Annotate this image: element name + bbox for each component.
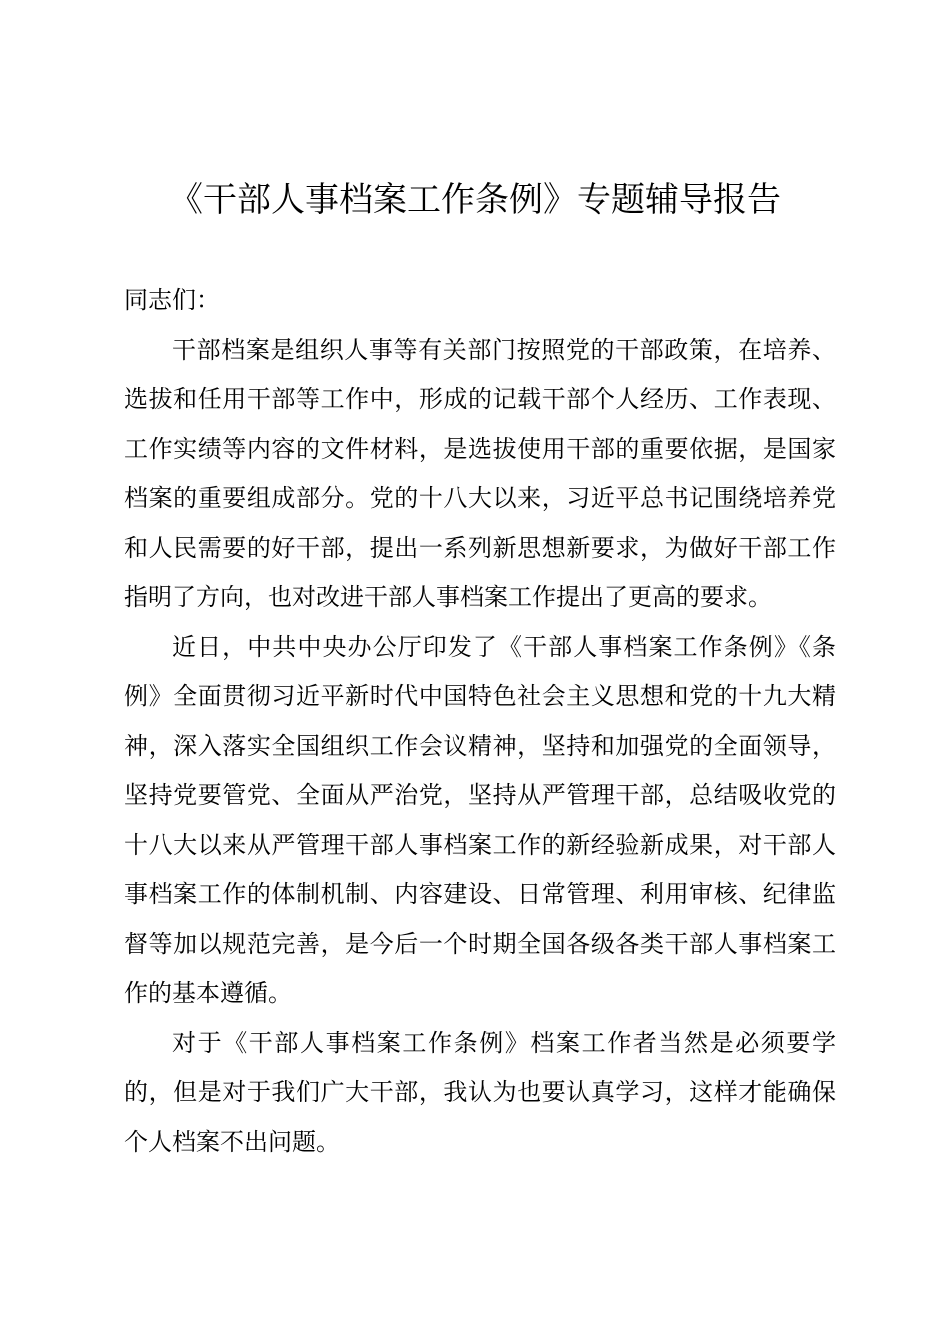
paragraph-1: 干部档案是组织人事等有关部门按照党的干部政策，在培养、选拔和任用干部等工作中，形成的记载干部个人经历、工作表现、工作实绩等内容的文件材料，是选拔使用干部的重要依据，是国家档案的重要组成部分。党的十八大以来，习近平总书记围绕培养党和人民需要的好干部，提出一系列新思想新要求，为做好干部工作指明了方向，也对改进干部人事档案工作提出了更高的要求。	[124, 335, 836, 611]
document-title: 《干部人事档案工作条例》专题辅导报告	[169, 180, 781, 220]
paragraph-3: 对于《干部人事档案工作条例》档案工作者当然是必须要学的，但是对于我们广大干部，我认为也要认真学习，这样才能确保个人档案不出问题。	[124, 1028, 836, 1156]
paragraph-2: 近日，中共中央办公厅印发了《干部人事档案工作条例》《条例》全面贯彻习近平新时代中国特色社会主义思想和党的十九大精神，深入落实全国组织工作会议精神，坚持和加强党的全面领导，坚持党要管党、全面从严治党，坚持从严管理干部，总结吸收党的十八大以来从严管理干部人事档案工作的新经验新成果，对干部人事档案工作的体制机制、内容建设、日常管理、利用审核、纪律监督等加以规范完善，是今后一个时期全国各级各类干部人事档案工作的基本遵循。	[124, 632, 836, 1007]
document-body	[124, 276, 836, 1167]
salutation: 同志们：	[124, 286, 220, 314]
